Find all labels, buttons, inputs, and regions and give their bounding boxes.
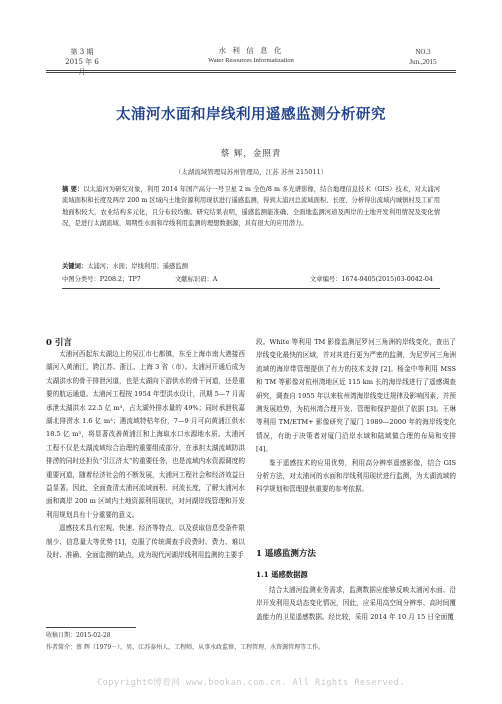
intro-heading: 0 引言 [46,338,72,348]
data-source-paragraph: 结合太浦河监测业务需求，监测数据应能够反映太浦河水面、沿岸开发利用及动态变化情况，因此，应采用高空间分辨率、高时间覆盖能力的卫星遥感数据。经比较，采用 2014 年 10 月 15 日全面覆 [256,586,456,621]
issue-date-en: Jun.,2015 [409,58,437,66]
copyright-watermark: Copyright©博看网 www.bookan.com.cn. All Rights Reserved. [97,678,405,688]
issue-number-en: NO.3 [415,48,431,56]
abstract-rule [62,288,440,289]
received-date: 收稿日期：2015-02-28 [46,632,111,639]
left-column [46,348,245,563]
abstract-label: 摘 要： [62,186,84,193]
article-number: 文章编号：1674-9405(2015)03-0042-04 [310,276,433,283]
clc-number: 中图分类号：P208.2；TP7 [62,276,141,283]
header-rule-top [46,70,456,71]
data-source-text [256,584,456,624]
method-heading: 1 遥感监测方法 [256,549,316,559]
data-source-heading: 1.1 遥感数据源 [256,570,308,579]
paper-authors: 蔡 辉，金照青 [220,149,282,159]
keywords-text: 太浦河；水面；岸线利用；遥感监测 [87,263,188,270]
issue-number-cn: 第 3 期 [70,48,94,56]
author-info: 作者简介：蔡 辉（1979－），男，江苏泰州人，工程师，从事水政监察、工程管理、水资源管理等工作。 [46,644,325,651]
right-column [256,336,456,497]
header-rule-bottom [46,72,456,73]
intro-paragraph-1: 太浦河西起东太湖边上的吴江市七都镇，东至上海市南大港接西湖河入黄浦江，跨江苏、浙江、上海 3 省（市）。太浦河开通后成为太湖洪水的骨干排泄河道，也是太湖向下游供水的骨干河道，还是重要的航运通道。太浦河工程按 1954 年型洪水设计，汛期 5—7 月需承泄太湖洪水 22.5 亿 m³，占太湖外排水量的 49%；同时承泄杭嘉湖北排涝水 1.6 亿 m³；遇流域特枯年份，7—9 月可向黄浦江供水 18.5 亿 m³，将显著改善黄浦江和上海取水口水源地水质。太浦河工程不仅是太湖流域综合治理的重要组成部分，在承担太湖流域防洪排涝的同时还担负“引江济太”的重要任务，也是流域内水资源调度的重要河道，随着经济社会的不断发展，太浦河工程社会和经济效益日益显著。因此，全面查清太浦河流域面积、河流长度，了解太浦河水面和离岸 200 m 区域内土地资源利用现状，对河湖岸线管理和开发利用规划具有十分重要的意义。 [46,350,245,519]
abstract [62,184,440,230]
keywords-label: 关键词： [62,263,88,270]
abstract-text: 以太浦河为研究对象，利用 2014 年国产高分一号卫星 2 m 全色/8 m 多光谱影像，结合地理信息技术（GIS）技术，对太浦河流域面积和长度及两岸 200 m 区域内土地资源利用现状进行遥感监测，得到太浦河总流域面积、长度、分析得出流域内城镇村及工矿用地面积较大，农业结构多元化，且分布较均衡。研究结果表明，遥感监测能准确、全面地监测河道及两岸的土地开发利用情况及变化情况，是进行太湖流域、周期性水面和岸线利用监测的理想数据源，具有很大的应用潜力。 [62,186,440,228]
journal-header [180,46,322,66]
right-paragraph-2: 鉴于遥感技术的应用优势，利用高分辨率遥感影像，结合 GIS 分析方法，对太浦河的水面和岸线利用现状进行监测，为太湖流域的科学规划和管理提供重要的参考依据。 [256,458,456,494]
issue-date-cn: 2015 年 6 月 [65,58,99,76]
document-code: 文献标识码：A [175,276,218,283]
intro-paragraph-2: 遥感技术具有宏观、快速、经济等特点，以及获取信息受条件限制少、信息量大等优势 [1]，克服了传统调查手段费时、费力、难以及时、准确、全面监测的缺点，成为现代河湖岸线利用监测的主要手 [46,524,245,560]
keywords [62,261,440,270]
journal-name-cn: 水 利 信 息 化 [218,46,284,55]
journal-name-en: Water Resources Informatization [208,57,294,64]
header-issue-right [400,47,446,67]
paper-affiliation: （太湖流域管理局苏州管理局，江苏 苏州 215011） [174,168,328,176]
paper-title: 太浦河水面和岸线利用遥感监测分析研究 [116,106,386,123]
right-paragraph-1: 段。White 等利用 TM 影像监测尼罗河三角洲的岸线变化，查出了岸线变化最快的区域，并对其进行更为严密的监测，为尼罗河三角洲流域的海岸带管理提供了有力的技术支持 [2]。杨金中等利用 MSS 和 TM 等影像对杭州湾地区近 115 km 长的海岸线进行了遥感调查研究，调查自 1955 年以来杭州湾海岸线变迁规律及影响因素，并预测发展趋势，为杭州湾合理开发、管理和保护提供了依据 [3]。王琳等利用 TM/ETM+ 影像研究了厦门 1989—2000 年的海岸线变化情况，有助于决策者对厦门沿岸水域和陆域做合理的布局和安排 [4]。 [256,338,456,454]
footnote-rule [46,627,136,628]
